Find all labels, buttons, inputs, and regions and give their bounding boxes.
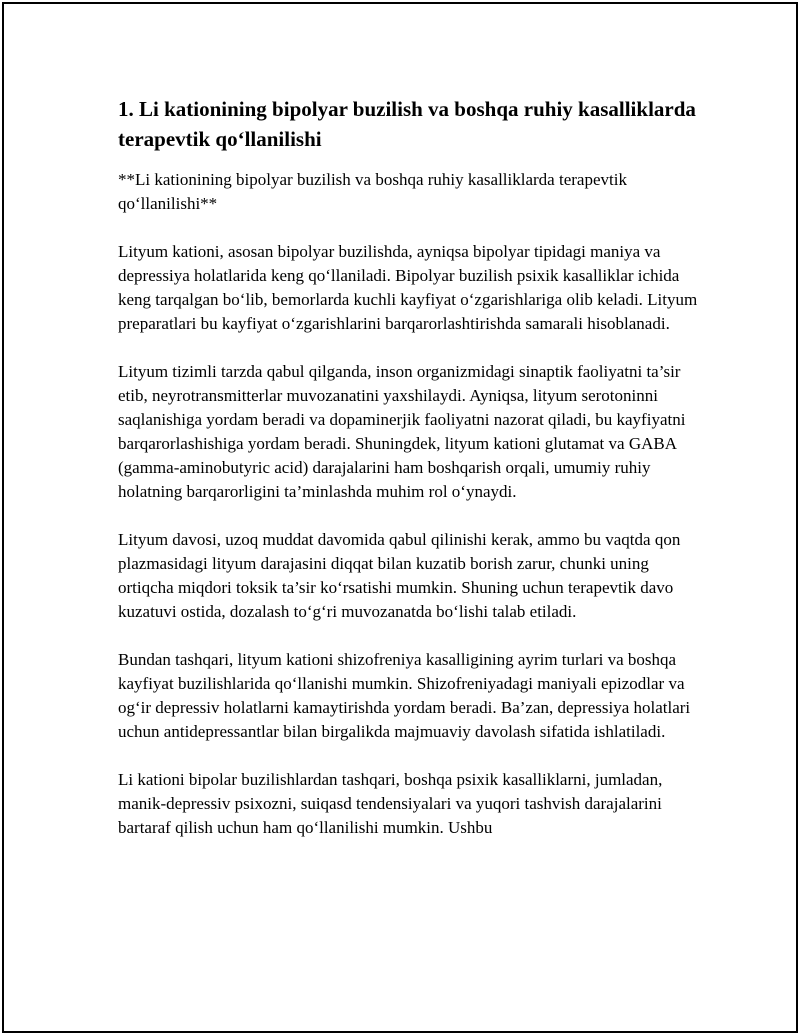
bold-title-paragraph: **Li kationining bipolyar buzilish va boshqa ruhiy kasalliklarda terapevtik qo‘llanilishi** (118, 170, 627, 213)
paragraph-additional-disorders: Li kationi bipolar buzilishlardan tashqari, boshqa psixik kasalliklarni, jumladan, manik-depressiv psixozni, suiqasd tendensiyalari va yuqori tashvish darajalarini bartaraf qilish uchun ham qo‘llanilishi mumkin. Ushbu (118, 770, 663, 837)
paragraph-monitoring: Lityum davosi, uzoq muddat davomida qabul qilinishi kerak, ammo bu vaqtda qon plazmasidagi lityum darajasini diqqat bilan kuzatib borish zarur, chunki uning ortiqcha miqdori toksik ta’sir ko‘rsatishi mumkin. Shuning uchun terapevtik davo kuzatuvi ostida, dozalash to‘g‘ri muvozanatda bo‘lishi talab etiladi. (118, 530, 681, 621)
document-body (118, 94, 698, 864)
section-heading: 1. Li kationining bipolyar buzilish va boshqa ruhiy kasalliklarda terapevtik qo‘llanilishi (118, 97, 696, 151)
paragraph-other-uses: Bundan tashqari, lityum kationi shizofreniya kasalligining ayrim turlari va boshqa kayfiyat buzilishlarida qo‘llanishi mumkin. Shizofreniyadagi maniyali epizodlar va og‘ir depressiv holatlarni kamaytirishda yordam beradi. Ba’zan, depressiya holatlari uchun antidepressantlar bilan birgalikda majmuaviy davolash sifatida ishlatiladi. (118, 650, 691, 741)
paragraph-mechanism: Lityum tizimli tarzda qabul qilganda, inson organizmidagi sinaptik faoliyatni ta’sir etib, neyrotransmitterlar muvozanatini yaxshilaydi. Ayniqsa, lityum serotoninni saqlanishiga yordam beradi va dopaminerjik faoliyatni nazorat qiladi, bu kayfiyatni barqarorlashishiga yordam beradi. Shuningdek, lityum kationi glutamat va GABA (gamma-aminobutyric acid) darajalarini ham boshqarish orqali, umumiy ruhiy holatning barqarorligini ta’minlashda muhim rol o‘ynaydi. (118, 362, 686, 501)
paragraph-bipolar-overview: Lityum kationi, asosan bipolyar buzilishda, ayniqsa bipolyar tipidagi maniya va depressiya holatlarida keng qo‘llaniladi. Bipolyar buzilish psixik kasalliklar ichida keng tarqalgan bo‘lib, bemorlarda kuchli kayfiyat o‘zgarishlariga olib keladi. Lityum preparatlari bu kayfiyat o‘zgarishlarini barqarorlashtirishda samarali hisoblanadi. (118, 242, 698, 333)
